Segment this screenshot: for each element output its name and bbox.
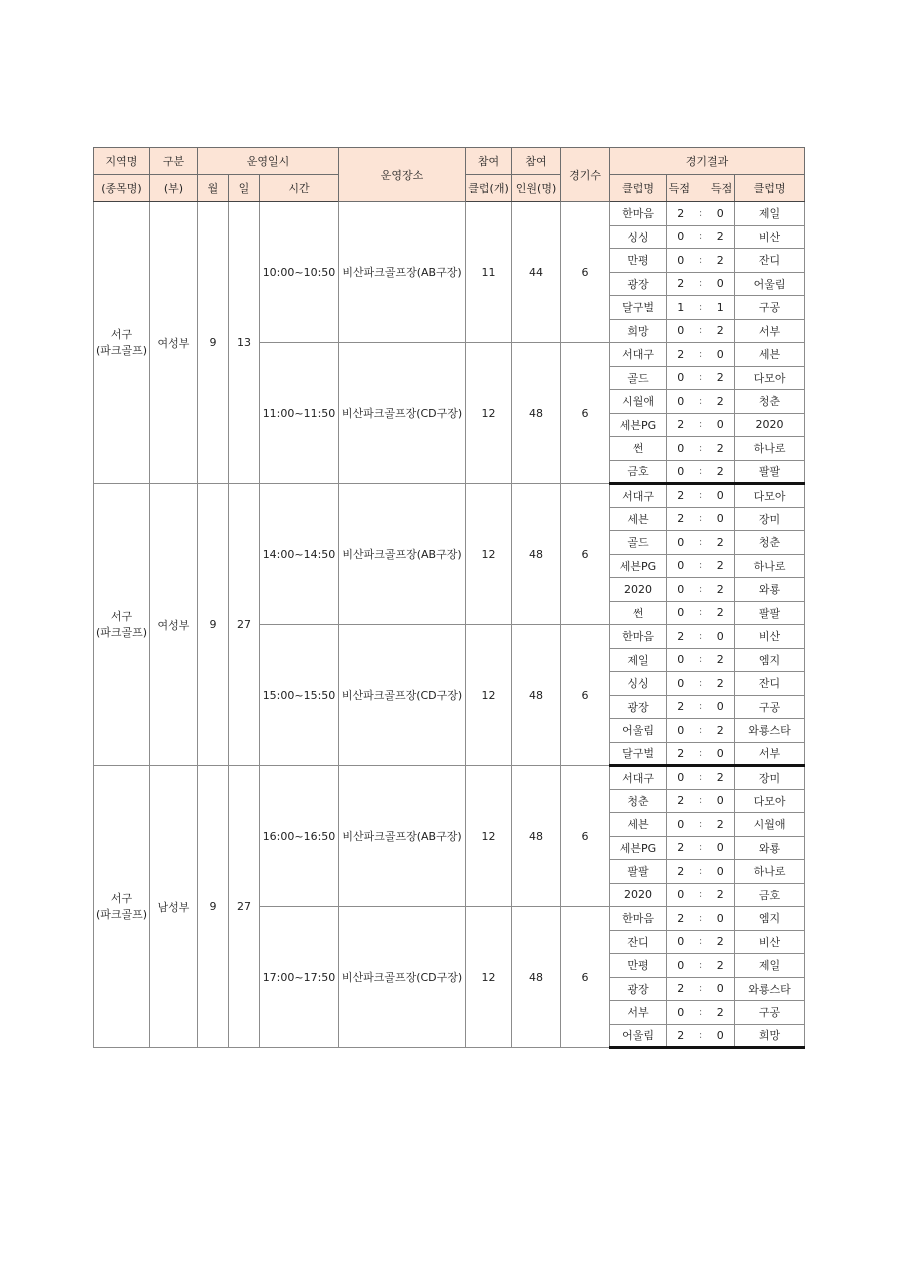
table-body (94, 202, 805, 1048)
club-b-cell: 장미 (735, 766, 805, 790)
score-b-cell: 2 (707, 578, 735, 602)
games-cell: 6 (561, 202, 610, 343)
division-cell: 여성부 (150, 202, 198, 484)
score-separator: : (695, 719, 707, 743)
score-a-cell: 0 (667, 1001, 695, 1025)
score-separator: : (695, 296, 707, 320)
score-a-cell: 0 (667, 883, 695, 907)
header-score-a: 득점 (668, 182, 691, 195)
score-separator: : (695, 531, 707, 555)
time-cell: 14:00~14:50 (260, 484, 339, 625)
club-b-cell: 서부 (735, 319, 805, 343)
clubs-cell: 12 (466, 343, 512, 484)
club-a-cell: 싱싱 (610, 225, 667, 249)
club-a-cell: 한마음 (610, 625, 667, 649)
clubs-cell: 12 (466, 766, 512, 907)
header-score-b: 득점 (711, 182, 733, 195)
club-a-cell: 어울림 (610, 719, 667, 743)
score-separator: : (695, 672, 707, 696)
score-separator: : (695, 813, 707, 837)
club-b-cell: 희망 (735, 1024, 805, 1048)
score-a-cell: 2 (667, 507, 695, 531)
club-a-cell: 골드 (610, 531, 667, 555)
score-separator: : (695, 460, 707, 484)
score-a-cell: 0 (667, 366, 695, 390)
header-people: 참여 (512, 148, 561, 175)
score-separator: : (695, 601, 707, 625)
score-a-cell: 0 (667, 437, 695, 461)
club-a-cell: 만평 (610, 249, 667, 273)
club-b-cell: 서부 (735, 742, 805, 766)
score-b-cell: 2 (707, 601, 735, 625)
header-sport: (종목명) (94, 175, 150, 202)
time-cell: 15:00~15:50 (260, 625, 339, 766)
people-cell: 48 (512, 343, 561, 484)
club-a-cell: 광장 (610, 695, 667, 719)
score-separator: : (695, 954, 707, 978)
score-separator: : (695, 343, 707, 367)
club-b-cell: 엠지 (735, 907, 805, 931)
score-a-cell: 2 (667, 742, 695, 766)
table-row (94, 202, 805, 226)
people-cell: 48 (512, 625, 561, 766)
score-b-cell: 2 (707, 437, 735, 461)
score-b-cell: 2 (707, 366, 735, 390)
club-b-cell: 비산 (735, 930, 805, 954)
region-name: 서구 (110, 891, 133, 905)
score-b-cell: 0 (707, 507, 735, 531)
score-a-cell: 2 (667, 202, 695, 226)
table-row (94, 484, 805, 508)
score-a-cell: 0 (667, 813, 695, 837)
venue-cell: 비산파크골프장(AB구장) (339, 484, 466, 625)
score-a-cell: 0 (667, 719, 695, 743)
club-a-cell: 금호 (610, 460, 667, 484)
club-b-cell: 와룡 (735, 578, 805, 602)
club-a-cell: 썬 (610, 437, 667, 461)
score-a-cell: 0 (667, 954, 695, 978)
venue-cell: 비산파크골프장(CD구장) (339, 907, 466, 1048)
club-a-cell: 만평 (610, 954, 667, 978)
club-b-cell: 2020 (735, 413, 805, 437)
score-separator: : (695, 907, 707, 931)
header-venue: 운영장소 (339, 148, 466, 202)
day-cell: 27 (229, 484, 260, 766)
score-b-cell: 0 (707, 625, 735, 649)
month-cell: 9 (198, 202, 229, 484)
score-separator: : (695, 1001, 707, 1025)
score-b-cell: 0 (707, 202, 735, 226)
club-a-cell: 세븐PG (610, 554, 667, 578)
month-cell: 9 (198, 766, 229, 1048)
club-a-cell: 팔팔 (610, 860, 667, 884)
score-b-cell: 2 (707, 1001, 735, 1025)
score-separator: : (695, 202, 707, 226)
score-separator: : (695, 977, 707, 1001)
club-a-cell: 세븐 (610, 813, 667, 837)
clubs-cell: 12 (466, 625, 512, 766)
sport-name: (파크골프) (95, 625, 148, 639)
region-name: 서구 (110, 327, 133, 341)
score-a-cell: 0 (667, 225, 695, 249)
region-name: 서구 (110, 609, 133, 623)
score-b-cell: 2 (707, 883, 735, 907)
region-cell (94, 766, 150, 1048)
score-a-cell: 0 (667, 554, 695, 578)
score-separator: : (695, 742, 707, 766)
club-b-cell: 제일 (735, 954, 805, 978)
club-a-cell: 2020 (610, 883, 667, 907)
club-a-cell: 서대구 (610, 766, 667, 790)
club-b-cell: 엠지 (735, 648, 805, 672)
sport-name: (파크골프) (95, 907, 148, 921)
club-a-cell: 청춘 (610, 789, 667, 813)
score-separator: : (695, 484, 707, 508)
header-results: 경기결과 (610, 148, 805, 175)
club-b-cell: 구공 (735, 1001, 805, 1025)
header-people-unit: 인원(명) (512, 175, 561, 202)
score-b-cell: 0 (707, 789, 735, 813)
region-cell (94, 202, 150, 484)
people-cell: 48 (512, 907, 561, 1048)
score-a-cell: 0 (667, 930, 695, 954)
club-a-cell: 달구벌 (610, 742, 667, 766)
score-a-cell: 2 (667, 413, 695, 437)
score-a-cell: 0 (667, 672, 695, 696)
club-b-cell: 비산 (735, 225, 805, 249)
score-a-cell: 2 (667, 1024, 695, 1048)
clubs-cell: 11 (466, 202, 512, 343)
club-a-cell: 서대구 (610, 484, 667, 508)
score-b-cell: 0 (707, 484, 735, 508)
header-clubs-unit: 클럽(개) (466, 175, 512, 202)
club-a-cell: 세븐PG (610, 836, 667, 860)
score-separator: : (695, 625, 707, 649)
time-cell: 16:00~16:50 (260, 766, 339, 907)
score-separator: : (695, 366, 707, 390)
club-b-cell: 팔팔 (735, 601, 805, 625)
score-a-cell: 2 (667, 860, 695, 884)
venue-cell: 비산파크골프장(CD구장) (339, 625, 466, 766)
score-b-cell: 0 (707, 272, 735, 296)
score-separator: : (695, 272, 707, 296)
people-cell: 44 (512, 202, 561, 343)
header-division-unit: (부) (150, 175, 198, 202)
people-cell: 48 (512, 766, 561, 907)
club-a-cell: 광장 (610, 977, 667, 1001)
score-b-cell: 0 (707, 343, 735, 367)
score-a-cell: 1 (667, 296, 695, 320)
score-b-cell: 1 (707, 296, 735, 320)
score-b-cell: 2 (707, 648, 735, 672)
score-b-cell: 2 (707, 766, 735, 790)
club-b-cell: 와룡스타 (735, 719, 805, 743)
score-b-cell: 0 (707, 742, 735, 766)
day-cell: 13 (229, 202, 260, 484)
club-a-cell: 제일 (610, 648, 667, 672)
header-club-name-b: 클럽명 (735, 175, 805, 202)
score-b-cell: 2 (707, 554, 735, 578)
score-separator: : (695, 648, 707, 672)
club-b-cell: 제일 (735, 202, 805, 226)
score-a-cell: 0 (667, 531, 695, 555)
header-clubs: 참여 (466, 148, 512, 175)
score-separator: : (695, 507, 707, 531)
match-results-table (93, 147, 805, 1049)
score-a-cell: 2 (667, 484, 695, 508)
score-separator: : (695, 554, 707, 578)
score-separator: : (695, 883, 707, 907)
region-cell (94, 484, 150, 766)
club-b-cell: 금호 (735, 883, 805, 907)
score-b-cell: 2 (707, 531, 735, 555)
club-a-cell: 세븐 (610, 507, 667, 531)
club-b-cell: 구공 (735, 695, 805, 719)
table-row (94, 766, 805, 790)
score-b-cell: 0 (707, 695, 735, 719)
score-separator: : (695, 249, 707, 273)
score-b-cell: 2 (707, 319, 735, 343)
score-a-cell: 0 (667, 249, 695, 273)
sport-name: (파크골프) (95, 343, 148, 357)
score-a-cell: 2 (667, 836, 695, 860)
club-b-cell: 잔디 (735, 249, 805, 273)
club-b-cell: 청춘 (735, 531, 805, 555)
division-cell: 남성부 (150, 766, 198, 1048)
header-time: 시간 (260, 175, 339, 202)
score-a-cell: 2 (667, 977, 695, 1001)
club-a-cell: 잔디 (610, 930, 667, 954)
header-scores (667, 175, 735, 202)
club-a-cell: 싱싱 (610, 672, 667, 696)
people-cell: 48 (512, 484, 561, 625)
score-a-cell: 0 (667, 390, 695, 414)
club-b-cell: 구공 (735, 296, 805, 320)
score-a-cell: 0 (667, 766, 695, 790)
club-b-cell: 다모아 (735, 484, 805, 508)
club-b-cell: 하나로 (735, 554, 805, 578)
club-b-cell: 팔팔 (735, 460, 805, 484)
score-b-cell: 0 (707, 977, 735, 1001)
score-b-cell: 2 (707, 719, 735, 743)
score-b-cell: 2 (707, 225, 735, 249)
club-b-cell: 시월애 (735, 813, 805, 837)
score-separator: : (695, 390, 707, 414)
venue-cell: 비산파크골프장(CD구장) (339, 343, 466, 484)
score-a-cell: 2 (667, 343, 695, 367)
time-cell: 17:00~17:50 (260, 907, 339, 1048)
time-cell: 11:00~11:50 (260, 343, 339, 484)
club-a-cell: 세븐PG (610, 413, 667, 437)
club-b-cell: 세븐 (735, 343, 805, 367)
score-a-cell: 2 (667, 907, 695, 931)
clubs-cell: 12 (466, 484, 512, 625)
header-region: 지역명 (94, 148, 150, 175)
score-b-cell: 0 (707, 836, 735, 860)
club-b-cell: 하나로 (735, 437, 805, 461)
score-b-cell: 2 (707, 813, 735, 837)
games-cell: 6 (561, 484, 610, 625)
score-a-cell: 2 (667, 625, 695, 649)
club-b-cell: 비산 (735, 625, 805, 649)
club-a-cell: 한마음 (610, 907, 667, 931)
score-separator: : (695, 413, 707, 437)
score-b-cell: 2 (707, 460, 735, 484)
clubs-cell: 12 (466, 907, 512, 1048)
header-day: 일 (229, 175, 260, 202)
score-b-cell: 2 (707, 954, 735, 978)
club-a-cell: 희망 (610, 319, 667, 343)
club-a-cell: 썬 (610, 601, 667, 625)
score-b-cell: 2 (707, 390, 735, 414)
score-a-cell: 2 (667, 695, 695, 719)
club-a-cell: 어울림 (610, 1024, 667, 1048)
venue-cell: 비산파크골프장(AB구장) (339, 202, 466, 343)
club-a-cell: 2020 (610, 578, 667, 602)
score-a-cell: 2 (667, 789, 695, 813)
score-b-cell: 0 (707, 907, 735, 931)
score-separator: : (695, 319, 707, 343)
score-b-cell: 0 (707, 1024, 735, 1048)
club-a-cell: 달구벌 (610, 296, 667, 320)
table-header (94, 148, 805, 202)
header-schedule: 운영일시 (198, 148, 339, 175)
score-separator: : (695, 225, 707, 249)
score-b-cell: 0 (707, 860, 735, 884)
club-b-cell: 장미 (735, 507, 805, 531)
division-cell: 여성부 (150, 484, 198, 766)
score-separator: : (695, 1024, 707, 1048)
score-separator: : (695, 766, 707, 790)
header-games: 경기수 (561, 148, 610, 202)
club-a-cell: 서대구 (610, 343, 667, 367)
score-a-cell: 0 (667, 601, 695, 625)
club-b-cell: 와룡 (735, 836, 805, 860)
club-b-cell: 어울림 (735, 272, 805, 296)
score-separator: : (695, 695, 707, 719)
score-b-cell: 0 (707, 413, 735, 437)
score-a-cell: 0 (667, 460, 695, 484)
score-a-cell: 0 (667, 578, 695, 602)
club-b-cell: 청춘 (735, 390, 805, 414)
score-separator: : (695, 860, 707, 884)
club-b-cell: 와룡스타 (735, 977, 805, 1001)
score-b-cell: 2 (707, 672, 735, 696)
score-separator: : (695, 437, 707, 461)
club-a-cell: 서부 (610, 1001, 667, 1025)
games-cell: 6 (561, 766, 610, 907)
club-b-cell: 다모아 (735, 789, 805, 813)
games-cell: 6 (561, 343, 610, 484)
club-a-cell: 골드 (610, 366, 667, 390)
games-cell: 6 (561, 625, 610, 766)
time-cell: 10:00~10:50 (260, 202, 339, 343)
venue-cell: 비산파크골프장(AB구장) (339, 766, 466, 907)
score-a-cell: 0 (667, 319, 695, 343)
score-separator: : (695, 930, 707, 954)
score-b-cell: 2 (707, 249, 735, 273)
header-club-name-a: 클럽명 (610, 175, 667, 202)
score-a-cell: 0 (667, 648, 695, 672)
club-a-cell: 시월애 (610, 390, 667, 414)
club-b-cell: 하나로 (735, 860, 805, 884)
day-cell: 27 (229, 766, 260, 1048)
score-a-cell: 2 (667, 272, 695, 296)
score-separator: : (695, 789, 707, 813)
club-a-cell: 광장 (610, 272, 667, 296)
score-separator: : (695, 836, 707, 860)
month-cell: 9 (198, 484, 229, 766)
score-b-cell: 2 (707, 930, 735, 954)
games-cell: 6 (561, 907, 610, 1048)
club-b-cell: 다모아 (735, 366, 805, 390)
score-separator: : (695, 578, 707, 602)
header-month: 월 (198, 175, 229, 202)
club-a-cell: 한마음 (610, 202, 667, 226)
club-b-cell: 잔디 (735, 672, 805, 696)
header-division: 구분 (150, 148, 198, 175)
